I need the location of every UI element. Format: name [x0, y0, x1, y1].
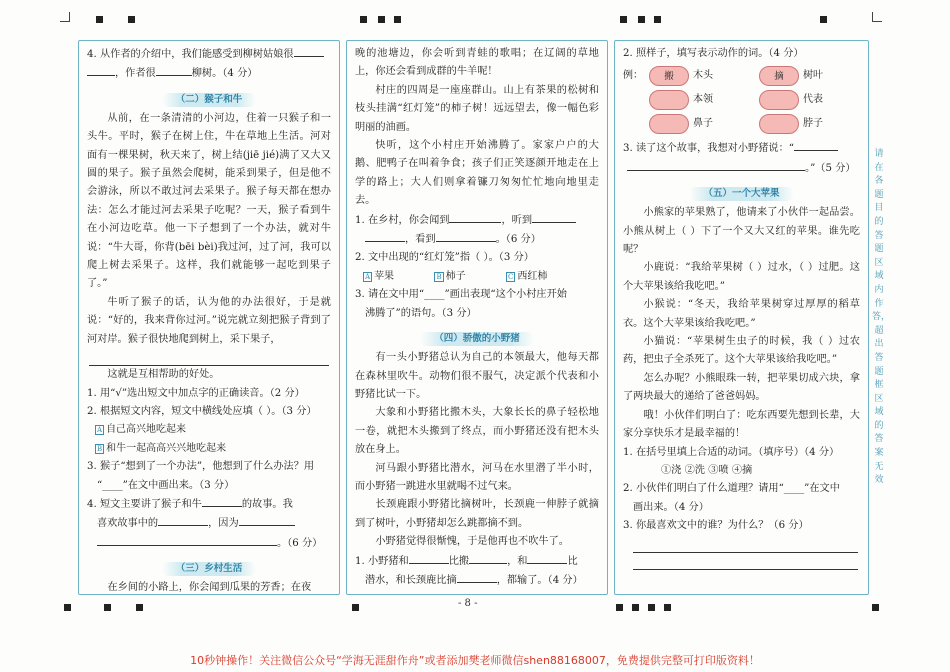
question-2b-cont: 画出来。（4 分）	[633, 501, 709, 513]
question-text: 比搬	[448, 555, 470, 567]
heart-word: 摘	[774, 71, 784, 83]
story-paragraph: 从前，在一条清清的小河边，住着一只猴子和一头牛。平时，猴子在树上住，牛在草地上生活。河对面有一棵果树，秋天来了，树上结(jiē jié)满了又大又圆的果子。猴子虽然会爬树，能采到果子，但是他不会游泳，所以不敢过河去采果子。猴子每天都在想办法：怎么才能过河去采果子吃呢？一天，猴子看到牛在小河边吃草。他一下子想到了一个办法，就对牛说：“牛大哥，你背(bēi bèi)我过河，过了河，我可以爬上树去采果子。这样，我们就能够一起吃到果子了。”	[87, 112, 331, 290]
answer-blank[interactable]	[436, 230, 496, 242]
heart-object: 代表	[803, 94, 823, 106]
question-4b	[87, 495, 331, 514]
answer-blank[interactable]	[87, 64, 115, 76]
option-text[interactable]: 苹果	[374, 270, 395, 282]
question-text: ，因为	[208, 518, 239, 530]
heart-fill-grid	[623, 65, 860, 139]
question-text: 喜欢故事中的	[97, 518, 159, 530]
section-title-text: （五）一个大苹果	[689, 187, 793, 201]
question-3	[623, 139, 860, 158]
question-text: 比	[567, 555, 578, 567]
reg-square	[620, 16, 627, 23]
question-text: ，看到	[405, 234, 436, 246]
answer-blank[interactable]	[409, 552, 449, 564]
question-4b-cont	[87, 514, 331, 533]
question-text: ，听到	[501, 214, 533, 226]
answer-blank[interactable]	[158, 514, 208, 526]
promo-banner: 10秒钟操作！关注微信公众号“学海无涯甜作舟”或者添加樊老师微信shen88168007，免费提供完整可打印版资料！	[190, 654, 760, 667]
example-label: 例：	[623, 70, 643, 82]
answer-blank[interactable]	[89, 349, 329, 366]
answer-blank[interactable]	[457, 571, 497, 583]
crop-mark	[60, 12, 70, 22]
question-2: 2. 照样子，填写表示动作的词。（4 分）	[623, 48, 804, 59]
heart-object: 树叶	[803, 70, 823, 82]
question-text: 柳树。（4 分）	[191, 68, 258, 80]
story-paragraph: 小猫说：“苹果树生虫子的时候，我（ ）过农药，把虫子全杀死了。这个大苹果该给我吃吧。”	[623, 336, 860, 366]
reg-square	[378, 16, 385, 23]
question-3-cont	[623, 159, 860, 178]
section-title-text: （二）猴子和牛	[162, 93, 257, 107]
answer-blank[interactable]	[156, 64, 192, 76]
heart-word: 搬	[664, 71, 674, 83]
answer-blank[interactable]	[527, 552, 567, 564]
answer-blank[interactable]	[627, 159, 805, 171]
reg-square	[136, 604, 143, 611]
heart-icon[interactable]	[649, 114, 689, 134]
section-title-text: （三）乡村生活	[162, 562, 257, 576]
option-text[interactable]: 西红柿	[517, 270, 548, 282]
answer-column-1	[78, 40, 340, 595]
registration-marks-top	[60, 12, 890, 26]
heart-row	[623, 89, 863, 111]
story-paragraph: 这就是互相帮助的好处。	[107, 369, 220, 381]
story-paragraph: 村庄的四周是一座座群山。山上有茶果的松树和枝头挂满“红灯笼”的柿子树！远远望去，像一幅色彩明丽的油画。	[355, 84, 599, 133]
section-title-4	[355, 326, 599, 346]
heart-icon[interactable]	[759, 114, 799, 134]
story-paragraph: 在乡间的小路上，你会闻到瓜果的芳香；在夜	[107, 582, 312, 594]
option-tag[interactable]: B	[436, 272, 442, 281]
reg-square	[820, 16, 827, 23]
reg-square	[648, 604, 655, 611]
side-instruction: 请在各题目的答题区域内作答，超出答题框区域的答案无效	[872, 149, 891, 486]
story-paragraph: 晚的池塘边，你会听到青蛙的歌唱；在辽阔的草地上，你还会看到成群的牛羊呢！	[355, 48, 599, 78]
question-text: 3. 读了这个故事，我想对小野猪说：“	[623, 143, 794, 155]
reg-square	[872, 604, 879, 611]
question-3: 3. 请在文中用“____”画出表现“这个小村庄开始	[355, 289, 567, 301]
answer-blank[interactable]	[469, 552, 507, 564]
option-a[interactable]	[87, 421, 331, 439]
reg-square	[352, 604, 359, 611]
reg-square	[638, 16, 645, 23]
story-paragraph: 长颈鹿跟小野猪比摘树叶，长颈鹿一伸脖子就摘到了树叶，小野猪却怎么跳都摘不到。	[355, 499, 599, 529]
story-paragraph: 小猴说：“冬天，我给苹果树穿过厚厚的稻草衣。这个大苹果该给我吃吧。”	[623, 299, 860, 329]
question-4-text-line2	[87, 64, 331, 83]
section-title-3	[87, 556, 331, 576]
question-text: 4. 短文主要讲了猴子和牛	[87, 498, 202, 510]
question-2b: 2. 小伙伴们明白了什么道理？请用“____”在文中	[623, 483, 840, 495]
question-text: ，都输了。（4 分）	[496, 574, 583, 586]
page-number: - 8 -	[458, 598, 478, 609]
reg-square	[360, 16, 367, 23]
answer-blank[interactable]	[97, 534, 277, 546]
story-paragraph: 小熊家的苹果熟了，他请来了小伙伴一起品尝。小熊从树上（ ）下了一个又大又红的苹果。谁先吃呢？	[623, 207, 860, 256]
answer-blank[interactable]	[202, 495, 242, 507]
question-1	[355, 211, 599, 230]
option-text: 自己高兴地吃起来	[106, 424, 187, 436]
question-1: 1. 用“√”选出短文中加点字的正确读音。（2 分）	[87, 387, 305, 399]
option-tag[interactable]: A	[365, 272, 371, 281]
story-paragraph: 河马跟小野猪比潜水，河马在水里潜了半小时，而小野猪一跳进水里就喝不过气来。	[355, 462, 599, 492]
heart-object: 本领	[693, 94, 713, 106]
answer-blank[interactable]	[633, 553, 858, 570]
question-3-cont: 沸腾了”的语句。（3 分）	[365, 307, 477, 319]
reg-square	[394, 16, 401, 23]
answer-column-2	[346, 40, 608, 595]
reg-square	[128, 16, 135, 23]
question-text: ，作者很	[115, 68, 156, 80]
answer-blank[interactable]	[449, 211, 501, 223]
answer-blank[interactable]	[239, 514, 295, 526]
heart-object: 脖子	[803, 118, 823, 130]
option-tag[interactable]: C	[507, 272, 514, 281]
reg-square	[654, 16, 661, 23]
section-title-text: （四）骄傲的小野猪	[420, 332, 534, 346]
question-text: 。（6 分）	[277, 537, 323, 549]
question-2: 2. 根据短文内容，短文中横线处应填（ ）。（3 分）	[87, 405, 317, 417]
heart-row	[623, 65, 863, 87]
answer-blank[interactable]	[294, 45, 324, 57]
heart-object: 鼻子	[693, 118, 713, 130]
heart-icon	[649, 66, 689, 86]
story-paragraph: 小鹿说：“我给苹果树（ ）过水，（ ）过肥。这个大苹果该给我吃吧。”	[623, 262, 860, 292]
question-3b: 3. 你最喜欢文中的谁？为什么？（6 分）	[623, 520, 809, 532]
option-b[interactable]	[87, 440, 331, 458]
story-paragraph: 怎么办呢？小熊眼珠一转，把苹果切成六块，拿了两块最大的递给了爸爸妈妈。	[623, 372, 860, 403]
question-3: 3. 猴子“想到了一个办法”，他想到了什么办法？用	[87, 461, 315, 473]
heart-icon[interactable]	[759, 90, 799, 110]
question-text: 。（6 分）	[495, 234, 541, 246]
reg-square	[632, 604, 639, 611]
section-title-5	[623, 181, 860, 201]
question-1b	[355, 552, 599, 571]
question-text: 的故事。我	[241, 498, 293, 510]
question-text: 4. 从作者的介绍中，我们能感受到柳树姑娘很	[87, 49, 294, 60]
story-text: 牛听了猴子的话，认为他的办法很好，于是就说：“好的，我来背你过河。”说完就立刻把猴子背到了河对岸。猴子很快地爬到树上，采下果子，	[87, 296, 331, 345]
story-paragraph: 小野猪觉得很惭愧，于是他再也不吹牛了。	[375, 536, 569, 548]
reg-square	[104, 604, 111, 611]
story-paragraph: 有一头小野猪总认为自己的本领最大，他每天都在森林里吹牛。动物们很不服气，决定派个代表和小野猪比试一下。	[355, 352, 599, 400]
answer-blank[interactable]	[633, 536, 858, 553]
reg-square	[664, 604, 671, 611]
question-text: 潜水，和长颈鹿比摘	[365, 574, 457, 586]
question-1-cont	[355, 230, 599, 249]
heart-icon[interactable]	[649, 90, 689, 110]
question-1-options: ①浇 ②洗 ③喷 ④摘	[661, 464, 753, 476]
section-title-2	[87, 87, 331, 107]
answer-column-3	[614, 40, 869, 595]
reg-square	[616, 604, 623, 611]
option-tag: A	[97, 426, 103, 435]
question-1: 1. 在括号里填上合适的动词。（填序号）（4 分）	[623, 446, 840, 458]
answer-blank[interactable]	[365, 230, 405, 242]
option-text: 和牛一起高高兴兴地吃起来	[106, 442, 227, 454]
reg-square	[64, 604, 71, 611]
heart-icon	[759, 66, 799, 86]
heart-object: 木头	[693, 70, 713, 82]
question-text: 1. 在乡村，你会闻到	[355, 214, 450, 226]
question-4-text	[87, 45, 331, 64]
story-paragraph: 快听，这个小村庄开始沸腾了。家家户户的大鹅、肥鸭子在叫着争食；孩子们正笑逐颜开地走在上学的路上；大人们则拿着镰刀匆匆忙忙地向地里走去。	[355, 140, 599, 207]
reg-square	[96, 16, 103, 23]
option-text[interactable]: 柿子	[445, 270, 466, 282]
answer-blank[interactable]	[794, 139, 838, 151]
story-paragraph: 哦！小伙伴们明白了：吃东西要先想到长辈，大家分享快乐才是最幸福的！	[623, 409, 860, 440]
question-4b-cont2	[87, 534, 331, 553]
question-text: 1. 小野猪和	[355, 555, 409, 567]
question-1b-cont	[355, 571, 599, 590]
question-text: ，和	[507, 555, 528, 567]
question-3-cont: “____”在文中画出来。（3 分）	[97, 479, 235, 491]
story-paragraph	[87, 294, 331, 349]
question-2: 2. 文中出现的“红灯笼”指（ ）。（3 分）	[355, 252, 534, 264]
answer-blank[interactable]	[532, 211, 576, 223]
option-tag: B	[97, 444, 103, 453]
heart-row	[623, 113, 863, 135]
options-row	[355, 268, 599, 286]
question-text: 。”（5 分）	[805, 162, 856, 174]
crop-mark	[872, 12, 882, 22]
story-paragraph: 大象和小野猪比搬木头，大象长长的鼻子轻松地一卷，就把木头搬到了终点，而小野猪还没有把木头放在身上。	[355, 407, 599, 456]
